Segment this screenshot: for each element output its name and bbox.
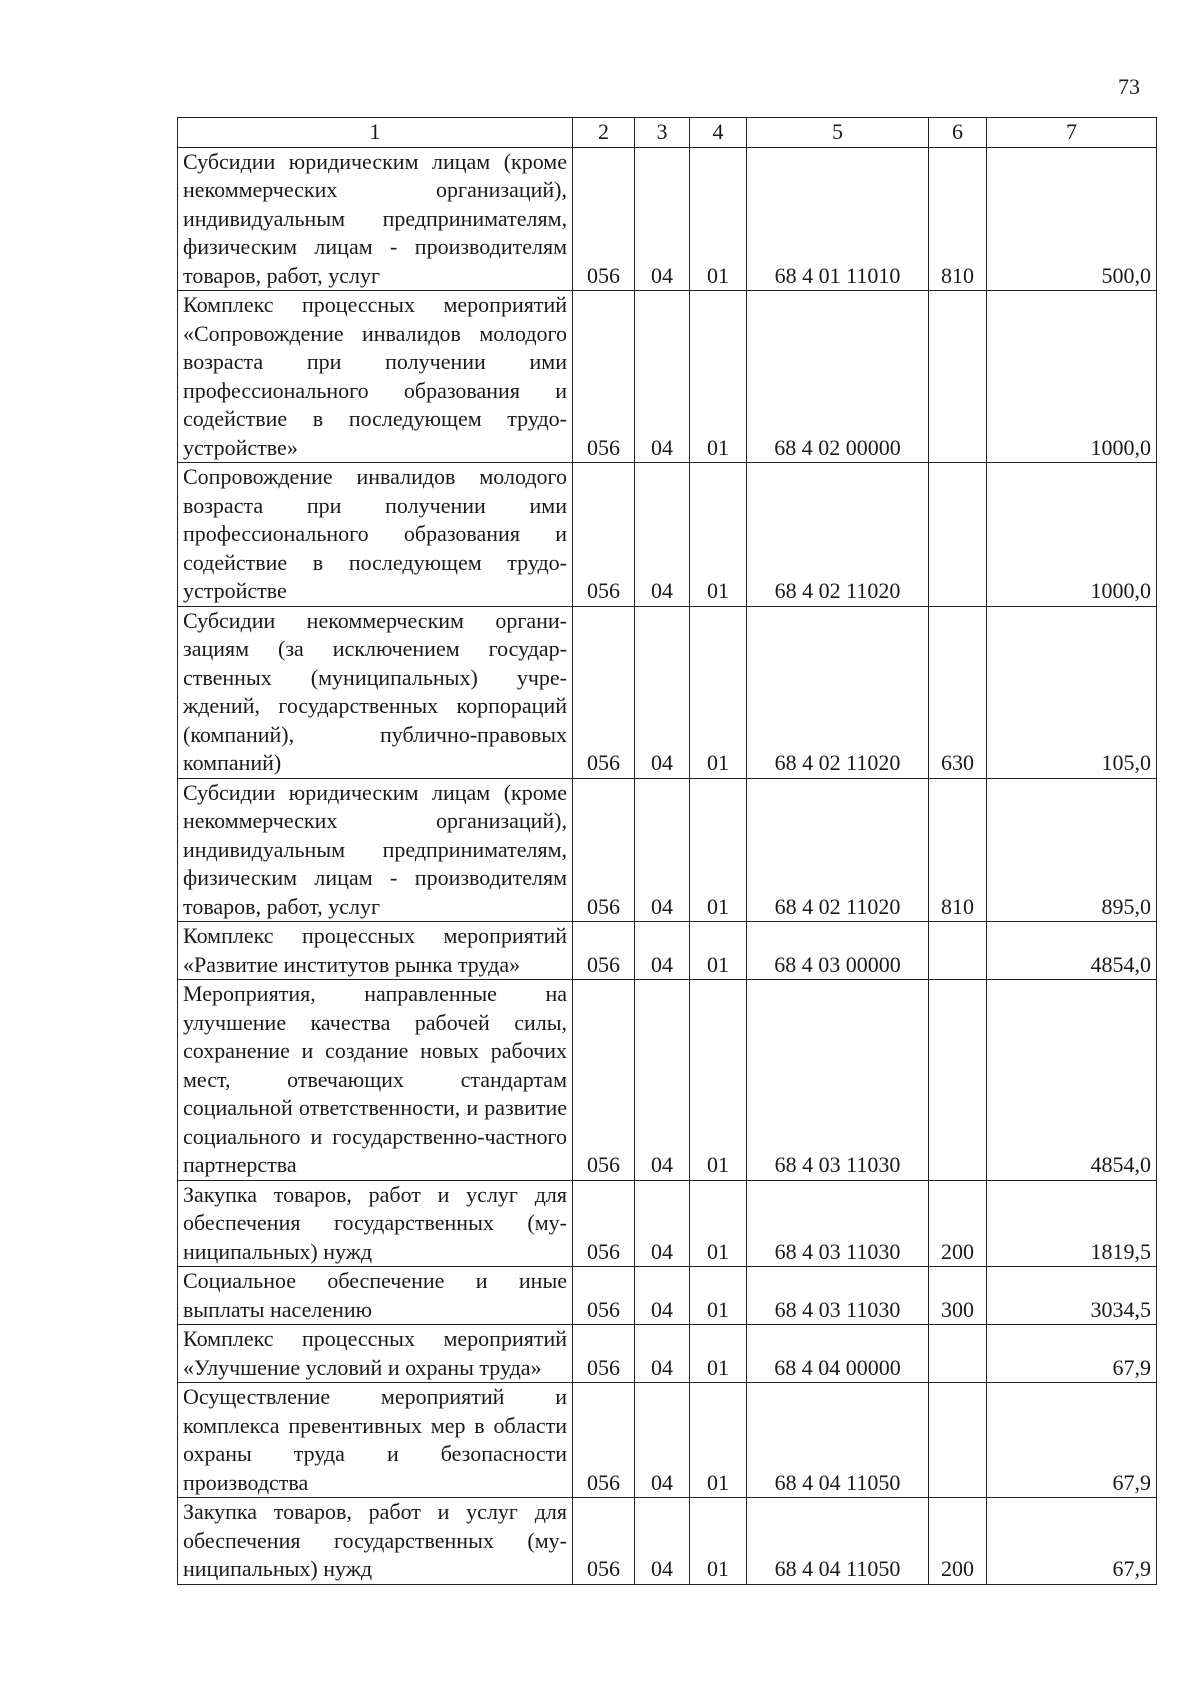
- table-row: [178, 922, 1157, 980]
- ministry-code-cell: 056: [573, 922, 635, 980]
- ministry-code-cell: 056: [573, 1325, 635, 1383]
- target-article-cell: 68 4 02 11020: [747, 606, 929, 778]
- target-article-cell: 68 4 02 11020: [747, 463, 929, 607]
- amount-cell: 1000,0: [987, 291, 1157, 463]
- row-name-cell: Закупка товаров, работ и услуг для обеспечения государственных (муниципальных) нужд: [178, 1498, 573, 1585]
- amount-cell: 67,9: [987, 1325, 1157, 1383]
- subsection-code-cell: 01: [690, 980, 747, 1181]
- amount-cell: 4854,0: [987, 980, 1157, 1181]
- section-code-cell: 04: [635, 778, 690, 922]
- subsection-code-cell: 01: [690, 291, 747, 463]
- ministry-code-cell: 056: [573, 606, 635, 778]
- expense-type-cell: [929, 980, 987, 1181]
- amount-cell: 1000,0: [987, 463, 1157, 607]
- table-header-row: [178, 118, 1157, 148]
- expense-type-cell: [929, 922, 987, 980]
- expense-type-cell: 810: [929, 778, 987, 922]
- section-code-cell: 04: [635, 922, 690, 980]
- table-row: [178, 1325, 1157, 1383]
- ministry-code-cell: 056: [573, 1180, 635, 1267]
- subsection-code-cell: 01: [690, 1383, 747, 1498]
- ministry-code-cell: 056: [573, 778, 635, 922]
- expense-type-cell: 630: [929, 606, 987, 778]
- target-article-cell: 68 4 01 11010: [747, 147, 929, 291]
- subsection-code-cell: 01: [690, 1267, 747, 1325]
- expense-type-cell: 200: [929, 1498, 987, 1585]
- row-name-cell: Сопровождение инвалидов молодого возраста при получении ими профессионального образования и содействие в последующем трудоустройстве: [178, 463, 573, 607]
- table-row: [178, 291, 1157, 463]
- expense-type-cell: 200: [929, 1180, 987, 1267]
- target-article-cell: 68 4 04 11050: [747, 1383, 929, 1498]
- table-row: [178, 1498, 1157, 1585]
- subsection-code-cell: 01: [690, 1498, 747, 1585]
- column-header: 2: [573, 118, 635, 148]
- ministry-code-cell: 056: [573, 980, 635, 1181]
- column-header: 7: [987, 118, 1157, 148]
- target-article-cell: 68 4 02 00000: [747, 291, 929, 463]
- row-name-cell: Осуществление мероприятий и комплекса превентивных мер в области охраны труда и безопасности производства: [178, 1383, 573, 1498]
- section-code-cell: 04: [635, 1325, 690, 1383]
- subsection-code-cell: 01: [690, 778, 747, 922]
- subsection-code-cell: 01: [690, 1180, 747, 1267]
- ministry-code-cell: 056: [573, 1383, 635, 1498]
- table-row: [178, 778, 1157, 922]
- section-code-cell: 04: [635, 291, 690, 463]
- table-row: [178, 463, 1157, 607]
- target-article-cell: 68 4 04 11050: [747, 1498, 929, 1585]
- section-code-cell: 04: [635, 980, 690, 1181]
- expense-type-cell: 810: [929, 147, 987, 291]
- ministry-code-cell: 056: [573, 1267, 635, 1325]
- section-code-cell: 04: [635, 606, 690, 778]
- row-name-cell: Комплекс процессных мероприятий «Развитие институтов рынка труда»: [178, 922, 573, 980]
- amount-cell: 895,0: [987, 778, 1157, 922]
- amount-cell: 67,9: [987, 1498, 1157, 1585]
- budget-table: [177, 117, 1157, 1585]
- row-name-cell: Социальное обеспечение и иные выплаты населению: [178, 1267, 573, 1325]
- target-article-cell: 68 4 03 00000: [747, 922, 929, 980]
- subsection-code-cell: 01: [690, 606, 747, 778]
- target-article-cell: 68 4 03 11030: [747, 980, 929, 1181]
- amount-cell: 4854,0: [987, 922, 1157, 980]
- amount-cell: 67,9: [987, 1383, 1157, 1498]
- section-code-cell: 04: [635, 1267, 690, 1325]
- ministry-code-cell: 056: [573, 291, 635, 463]
- amount-cell: 500,0: [987, 147, 1157, 291]
- subsection-code-cell: 01: [690, 147, 747, 291]
- subsection-code-cell: 01: [690, 922, 747, 980]
- row-name-cell: Комплекс процессных мероприятий «Сопровождение инвалидов молодого возраста при получении ими профессионального образования и содействие в последующем трудоустройстве»: [178, 291, 573, 463]
- expense-type-cell: [929, 1383, 987, 1498]
- row-name-cell: Субсидии юридическим лицам (кроме некоммерческих организаций), индивидуальным предпринимателям, физическим лицам - производителям товаров, работ, услуг: [178, 147, 573, 291]
- expense-type-cell: 300: [929, 1267, 987, 1325]
- row-name-cell: Субсидии некоммерческим организациям (за исключением государственных (муниципальных) учреждений, государственных корпораций (компаний), публично-правовых компаний): [178, 606, 573, 778]
- amount-cell: 3034,5: [987, 1267, 1157, 1325]
- subsection-code-cell: 01: [690, 463, 747, 607]
- column-header: 5: [747, 118, 929, 148]
- target-article-cell: 68 4 03 11030: [747, 1267, 929, 1325]
- ministry-code-cell: 056: [573, 147, 635, 291]
- table-row: [178, 1383, 1157, 1498]
- row-name-cell: Комплекс процессных мероприятий «Улучшение условий и охраны труда»: [178, 1325, 573, 1383]
- row-name-cell: Закупка товаров, работ и услуг для обеспечения государственных (муниципальных) нужд: [178, 1180, 573, 1267]
- expense-type-cell: [929, 1325, 987, 1383]
- column-header: 6: [929, 118, 987, 148]
- target-article-cell: 68 4 03 11030: [747, 1180, 929, 1267]
- section-code-cell: 04: [635, 1383, 690, 1498]
- table-row: [178, 1180, 1157, 1267]
- table-row: [178, 606, 1157, 778]
- column-header: 3: [635, 118, 690, 148]
- expense-type-cell: [929, 463, 987, 607]
- section-code-cell: 04: [635, 147, 690, 291]
- page-number: 73: [1118, 74, 1140, 99]
- column-header: 1: [178, 118, 573, 148]
- section-code-cell: 04: [635, 1498, 690, 1585]
- table-row: [178, 980, 1157, 1181]
- ministry-code-cell: 056: [573, 1498, 635, 1585]
- row-name-cell: Мероприятия, направленные на улучшение качества рабочей силы, сохранение и создание новых рабочих мест, отвечающих стандартам социальной ответственности, и развитие социального и государственно-частного партнерства: [178, 980, 573, 1181]
- ministry-code-cell: 056: [573, 463, 635, 607]
- amount-cell: 1819,5: [987, 1180, 1157, 1267]
- column-header: 4: [690, 118, 747, 148]
- table-row: [178, 1267, 1157, 1325]
- expense-type-cell: [929, 291, 987, 463]
- target-article-cell: 68 4 04 00000: [747, 1325, 929, 1383]
- subsection-code-cell: 01: [690, 1325, 747, 1383]
- row-name-cell: Субсидии юридическим лицам (кроме некоммерческих организаций), индивидуальным предпринимателям, физическим лицам - производителям товаров, работ, услуг: [178, 778, 573, 922]
- amount-cell: 105,0: [987, 606, 1157, 778]
- target-article-cell: 68 4 02 11020: [747, 778, 929, 922]
- section-code-cell: 04: [635, 1180, 690, 1267]
- section-code-cell: 04: [635, 463, 690, 607]
- table-row: [178, 147, 1157, 291]
